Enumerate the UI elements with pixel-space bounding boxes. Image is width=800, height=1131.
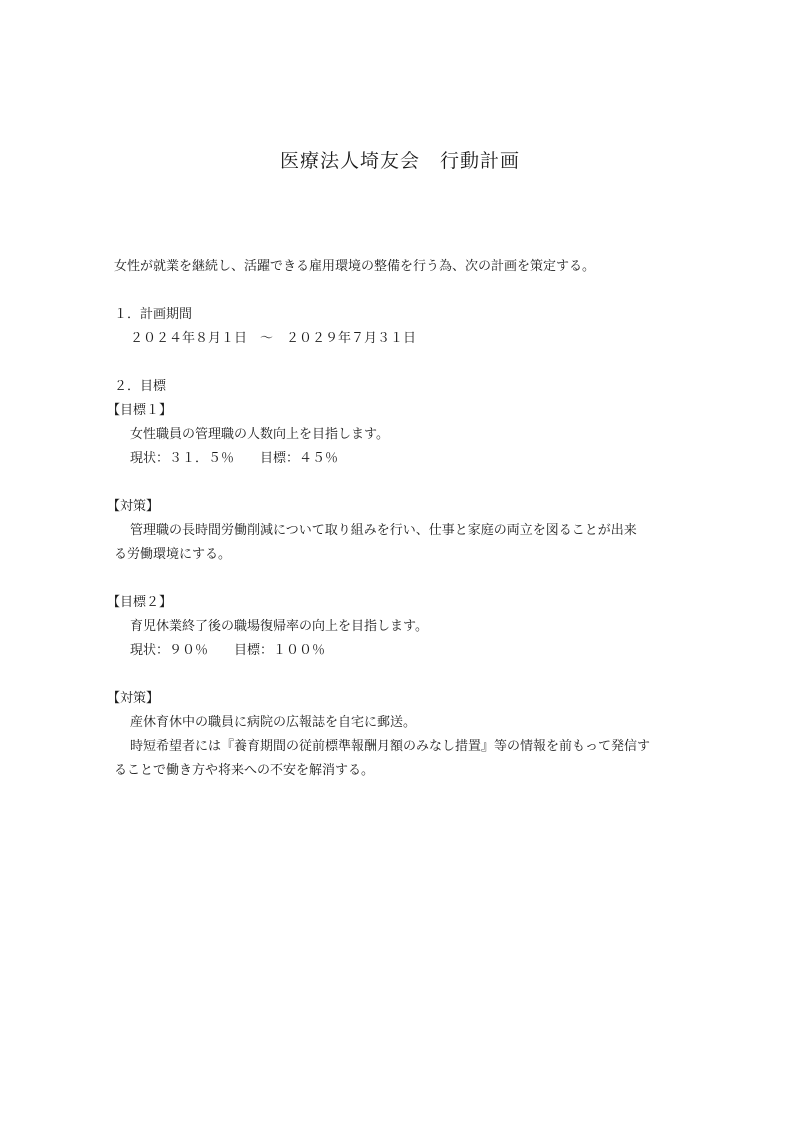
goal2-current-target: 現状：９０％ 目標：１００％ (130, 643, 326, 658)
section1-heading: １．計画期間 (114, 307, 193, 322)
goal2-label: 【目標２】 (107, 595, 173, 610)
measure1-line1: 管理職の長時間労働削減について取り組みを行い、仕事と家庭の両立を図ることが出来 (130, 523, 637, 538)
intro-text: 女性が就業を継続し、活躍できる雇用環境の整備を行う為、次の計画を策定する。 (114, 259, 596, 274)
section2-heading: ２．目標 (114, 379, 167, 394)
measure1-label: 【対策】 (107, 499, 160, 514)
measure2-line2: 時短希望者には『養育期間の従前標準報酬月額のみなし措置』等の情報を前もって発信す (130, 739, 651, 754)
plan-period: ２０２４年８月１日 ～ ２０２９年７月３１日 (130, 331, 417, 346)
goal2-text: 育児休業終了後の職場復帰率の向上を目指します。 (130, 619, 428, 634)
measure2-line1: 産休育休中の職員に病院の広報誌を自宅に郵送。 (130, 715, 417, 730)
document-title: 医療法人埼友会 行動計画 (279, 150, 520, 172)
goal1-current-target: 現状：３１．５％ 目標：４５％ (130, 451, 339, 466)
measure2-label: 【対策】 (107, 691, 160, 706)
goal1-label: 【目標１】 (107, 403, 173, 418)
measure2-line3: ることで働き方や将来への不安を解消する。 (114, 763, 375, 778)
measure1-line2: る労働環境にする。 (114, 547, 232, 562)
goal1-text: 女性職員の管理職の人数向上を目指します。 (130, 427, 389, 442)
